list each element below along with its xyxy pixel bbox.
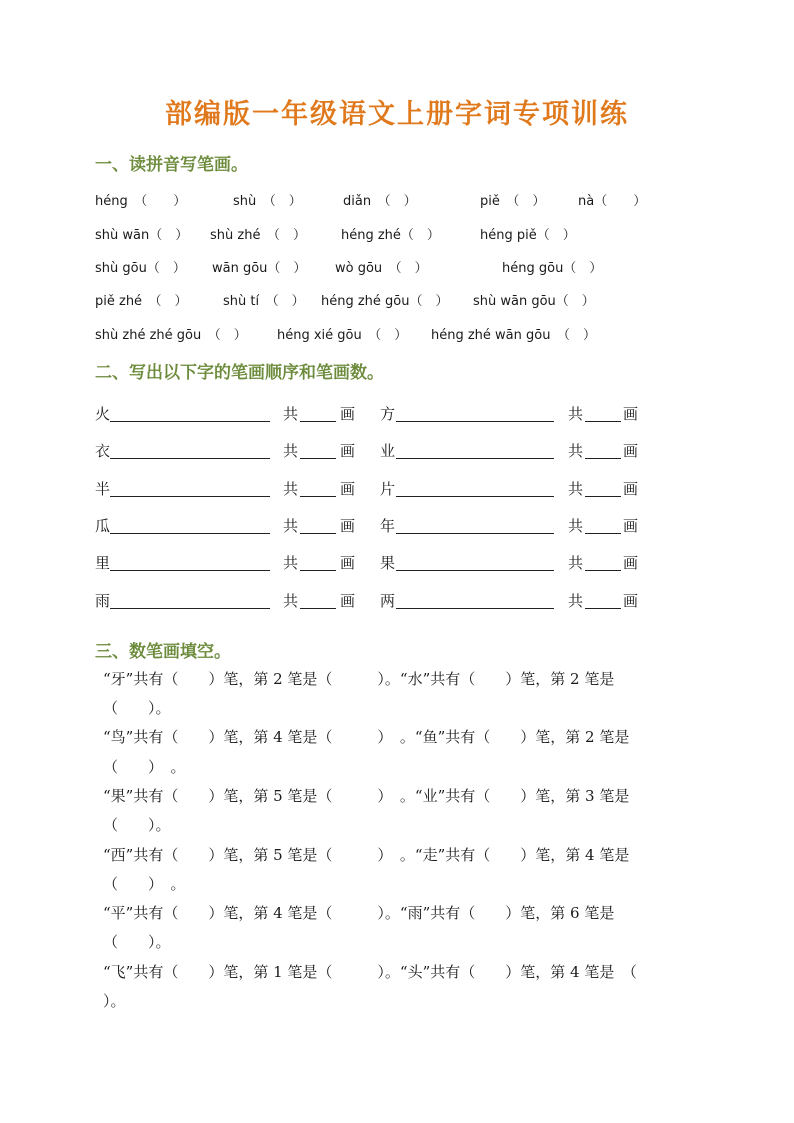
stroke-unit-label: 画	[340, 517, 356, 535]
stroke-order-blank	[110, 478, 270, 497]
total-label: 共	[568, 442, 584, 460]
total-label: 共	[283, 592, 299, 610]
pinyin-item: shù zhé （ ）	[210, 228, 306, 243]
stroke-count-blank	[300, 403, 336, 422]
total-label: 共	[568, 592, 584, 610]
section-heading-stroke-order: 二、写出以下字的笔画顺序和笔画数。	[95, 363, 384, 383]
stroke-unit-label: 画	[623, 442, 639, 460]
stroke-unit-label: 画	[623, 405, 639, 423]
pinyin-item: wò gōu （ ）	[335, 261, 428, 276]
stroke-order-blank	[110, 440, 270, 459]
stroke-unit-label: 画	[340, 480, 356, 498]
stroke-unit-label: 画	[623, 554, 639, 572]
pinyin-row	[95, 290, 735, 312]
section-heading-count-strokes: 三、数笔画填空。	[95, 642, 231, 662]
pinyin-item: diǎn （ ）	[343, 194, 417, 209]
stroke-character: 半	[95, 480, 111, 498]
question-line: ）。	[103, 992, 126, 1010]
question-line: （ ）。	[103, 699, 171, 717]
stroke-order-blank	[396, 552, 554, 571]
stroke-order-blank	[110, 552, 270, 571]
stroke-character: 里	[95, 554, 111, 572]
stroke-count-blank	[585, 478, 621, 497]
stroke-count-blank	[300, 552, 336, 571]
pinyin-item: shù zhé zhé gōu （ ）	[95, 328, 247, 343]
pinyin-item: héng （ ）	[95, 194, 187, 209]
stroke-count-blank	[585, 403, 621, 422]
stroke-count-blank	[300, 590, 336, 609]
stroke-count-blank	[585, 515, 621, 534]
page-title: 部编版一年级语文上册字词专项训练	[165, 99, 629, 130]
total-label: 共	[283, 442, 299, 460]
stroke-order-blank	[396, 440, 554, 459]
stroke-character: 果	[380, 554, 396, 572]
pinyin-item: shù （ ）	[233, 194, 302, 209]
question-line: “西”共有（ ）笔，第 5 笔是（ ） 。“走”共有（ ）笔，第 4 笔是	[103, 846, 630, 864]
total-label: 共	[283, 517, 299, 535]
stroke-unit-label: 画	[340, 442, 356, 460]
stroke-count-blank	[585, 590, 621, 609]
stroke-character: 片	[380, 480, 396, 498]
stroke-order-blank	[110, 515, 270, 534]
pinyin-item: piě zhé （ ）	[95, 294, 188, 309]
total-label: 共	[568, 405, 584, 423]
total-label: 共	[568, 480, 584, 498]
stroke-character: 年	[380, 517, 396, 535]
pinyin-item: héng zhé gōu（ ）	[321, 294, 449, 309]
question-line: “平”共有（ ）笔，第 4 笔是（ ）。“雨”共有（ ）笔，第 6 笔是	[103, 904, 615, 922]
total-label: 共	[568, 554, 584, 572]
total-label: 共	[283, 480, 299, 498]
pinyin-row	[95, 324, 735, 346]
stroke-character: 方	[380, 405, 396, 423]
question-line: （ ）。	[103, 933, 171, 951]
pinyin-item: nà（ ）	[578, 194, 647, 209]
stroke-character: 业	[380, 442, 396, 460]
stroke-order-blank	[396, 590, 554, 609]
stroke-order-blank	[396, 515, 554, 534]
stroke-count-blank	[300, 440, 336, 459]
stroke-count-blank	[585, 552, 621, 571]
total-label: 共	[283, 405, 299, 423]
question-line: “鸟”共有（ ）笔，第 4 笔是（ ） 。“鱼”共有（ ）笔，第 2 笔是	[103, 728, 630, 746]
stroke-unit-label: 画	[340, 592, 356, 610]
pinyin-item: shù tí （ ）	[223, 294, 305, 309]
stroke-unit-label: 画	[340, 554, 356, 572]
section-heading-pinyin: 一、读拼音写笔画。	[95, 155, 248, 175]
pinyin-row	[95, 257, 735, 279]
pinyin-row	[95, 224, 735, 246]
pinyin-item: héng piě（ ）	[480, 228, 576, 243]
question-line: “果”共有（ ）笔，第 5 笔是（ ） 。“业”共有（ ）笔，第 3 笔是	[103, 787, 630, 805]
pinyin-item: héng xié gōu （ ）	[277, 328, 408, 343]
pinyin-row	[95, 190, 735, 212]
pinyin-item: shù wān gōu（ ）	[473, 294, 595, 309]
stroke-order-blank	[396, 403, 554, 422]
stroke-count-blank	[300, 515, 336, 534]
pinyin-item: shù wān（ ）	[95, 228, 189, 243]
stroke-character: 火	[95, 405, 111, 423]
stroke-character: 两	[380, 592, 396, 610]
pinyin-item: wān gōu（ ）	[212, 261, 307, 276]
stroke-order-blank	[110, 403, 270, 422]
question-line: （ ）。	[103, 816, 171, 834]
stroke-unit-label: 画	[623, 592, 639, 610]
stroke-order-blank	[396, 478, 554, 497]
stroke-unit-label: 画	[623, 480, 639, 498]
stroke-character: 衣	[95, 442, 111, 460]
total-label: 共	[568, 517, 584, 535]
stroke-count-blank	[585, 440, 621, 459]
stroke-unit-label: 画	[623, 517, 639, 535]
stroke-count-blank	[300, 478, 336, 497]
total-label: 共	[283, 554, 299, 572]
stroke-character: 雨	[95, 592, 111, 610]
stroke-order-blank	[110, 590, 270, 609]
question-line: （ ） 。	[103, 758, 186, 776]
pinyin-item: héng zhé（ ）	[341, 228, 440, 243]
question-line: “飞”共有（ ）笔，第 1 笔是（ ）。“头”共有（ ）笔，第 4 笔是 （	[103, 963, 637, 981]
question-line: （ ） 。	[103, 875, 186, 893]
pinyin-item: héng gōu（ ）	[502, 261, 603, 276]
pinyin-item: shù gōu（ ）	[95, 261, 186, 276]
stroke-character: 瓜	[95, 517, 111, 535]
pinyin-item: héng zhé wān gōu （ ）	[431, 328, 596, 343]
stroke-unit-label: 画	[340, 405, 356, 423]
pinyin-item: piě （ ）	[480, 194, 546, 209]
question-line: “牙”共有（ ）笔，第 2 笔是（ ）。“水”共有（ ）笔，第 2 笔是	[103, 670, 615, 688]
